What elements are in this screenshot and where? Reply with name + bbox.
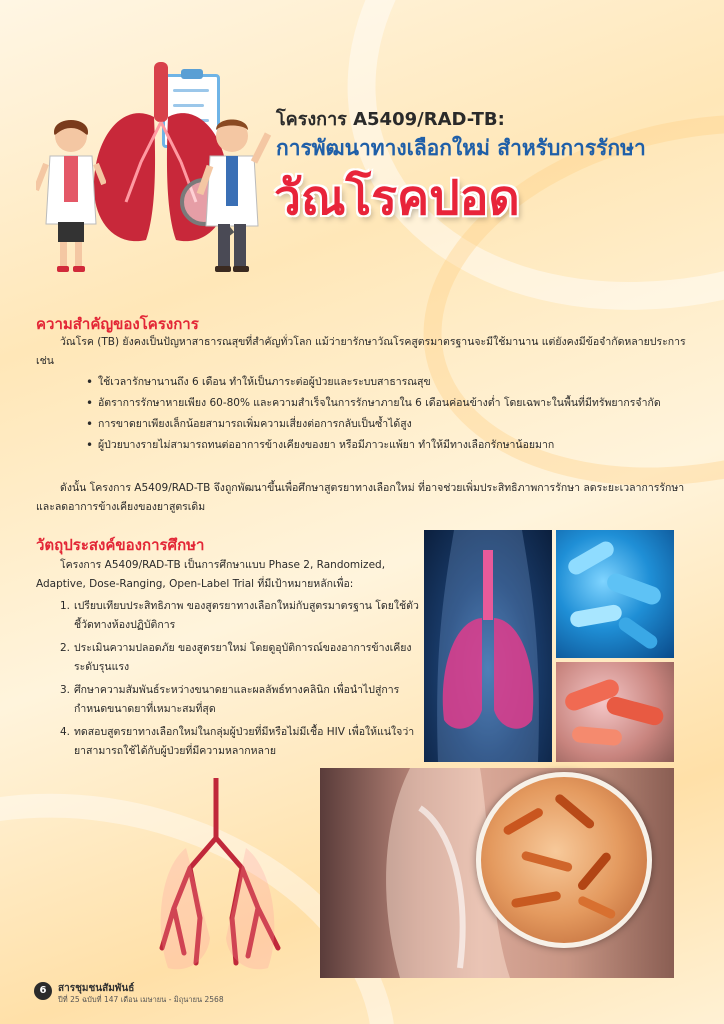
- publication-issue: ปีที่ 25 ฉบับที่ 147 เดือน เมษายน - มิถุนายน 2568: [58, 995, 224, 1004]
- list-item: [60, 681, 420, 719]
- objectives-intro: โครงการ A5409/RAD-TB เป็นการศึกษาแบบ Phase 2, Randomized, Adaptive, Dose-Ranging, Open-Label Trial ที่มีเป้าหมายหลักเพื่อ:: [36, 559, 386, 590]
- item-text: ประเมินความปลอดภัย ของสูตรยาใหม่ โดยดูอุบัติการณ์ของอาการข้างเคียงระดับรุนแรง: [74, 642, 412, 673]
- list-item: • ใช้เวลารักษานานถึง 6 เดือน ทำให้เป็นภาระต่อผู้ป่วยและระบบสาธารณสุข: [86, 373, 686, 392]
- importance-intro: วัณโรค (TB) ยังคงเป็นปัญหาสาธารณสุขที่สำคัญทั่วโลก แม้ว่ายารักษาวัณโรคสูตรมาตรฐานจะมีใช้มานาน แต่ยังคงมีข้อจำกัดหลายประการ เช่น: [36, 336, 686, 367]
- bronchial-tree-icon: [150, 778, 290, 978]
- item-text: ทดสอบสูตรยาทางเลือกใหม่ในกลุ่มผู้ป่วยที่มีหรือไม่มีเชื้อ HIV เพื่อให้แน่ใจว่ายาสามารถใช้ได้กับผู้ป่วยที่มีความหลากหลาย: [74, 726, 415, 757]
- bacteria-magnified-circle: [476, 772, 652, 948]
- list-item: [60, 723, 420, 761]
- list-item: [60, 597, 420, 635]
- publication-title: สารชุมชนสัมพันธ์: [58, 983, 135, 994]
- list-item: [60, 639, 420, 677]
- importance-conclusion: ดังนั้น โครงการ A5409/RAD-TB จึงถูกพัฒนาขึ้นเพื่อศึกษาสูตรยาทางเลือกใหม่ ที่อาจช่วยเพิ่มประสิทธิภาพการรักษา ลดระยะเวลาการรักษา และลดอาการข้างเคียงของยาสูตรเดิม: [36, 482, 685, 513]
- item-number: 4.: [60, 726, 71, 738]
- project-title: การพัฒนาทางเลือกใหม่ สำหรับการรักษา: [276, 136, 646, 160]
- item-number: 1.: [60, 600, 71, 612]
- page-title: วัณโรคปอด: [274, 170, 520, 226]
- page-number: 6: [34, 982, 52, 1000]
- human-lungs-xray-image: [424, 530, 552, 762]
- item-number: 2.: [60, 642, 71, 654]
- importance-bullet-list: [86, 373, 686, 455]
- item-text: ศึกษาความสัมพันธ์ระหว่างขนาดยาและผลลัพธ์ทางคลินิก เพื่อนำไปสู่การกำหนดขนาดยาที่เหมาะสมที่สุด: [74, 684, 400, 715]
- section-heading-importance: ความสำคัญของโครงการ: [36, 315, 199, 333]
- item-text: เปรียบเทียบประสิทธิภาพ ของสูตรยาทางเลือกใหม่กับสูตรมาตรฐาน โดยใช้ตัวชี้วัดทางห้องปฏิบัติการ: [74, 600, 419, 631]
- list-item: • ผู้ป่วยบางรายไม่สามารถทนต่ออาการข้างเคียงของยา หรือมีภาวะแพ้ยา ทำให้มีทางเลือกรักษาน้อยมาก: [86, 436, 686, 455]
- item-number: 3.: [60, 684, 71, 696]
- female-doctor-icon: [36, 114, 106, 274]
- list-item: • อัตราการรักษาหายเพียง 60-80% และความสำเร็จในการรักษาภายใน 6 เดือนค่อนข้างต่ำ โดยเฉพาะในพื้นที่มีทรัพยากรจำกัด: [86, 394, 686, 413]
- list-item: • การขาดยาเพียงเล็กน้อยสามารถเพิ่มความเสี่ยงต่อการกลับเป็นซ้ำได้สูง: [86, 415, 686, 434]
- bacteria-pink-image: [556, 662, 674, 762]
- doctors-lungs-illustration: [36, 44, 272, 276]
- male-doctor-icon: [196, 114, 272, 276]
- bacteria-blue-image: [556, 530, 674, 658]
- section-heading-objectives: วัตถุประสงค์ของการศึกษา: [36, 536, 205, 554]
- objectives-list: [60, 597, 420, 765]
- project-kicker: โครงการ A5409/RAD-TB:: [276, 109, 505, 130]
